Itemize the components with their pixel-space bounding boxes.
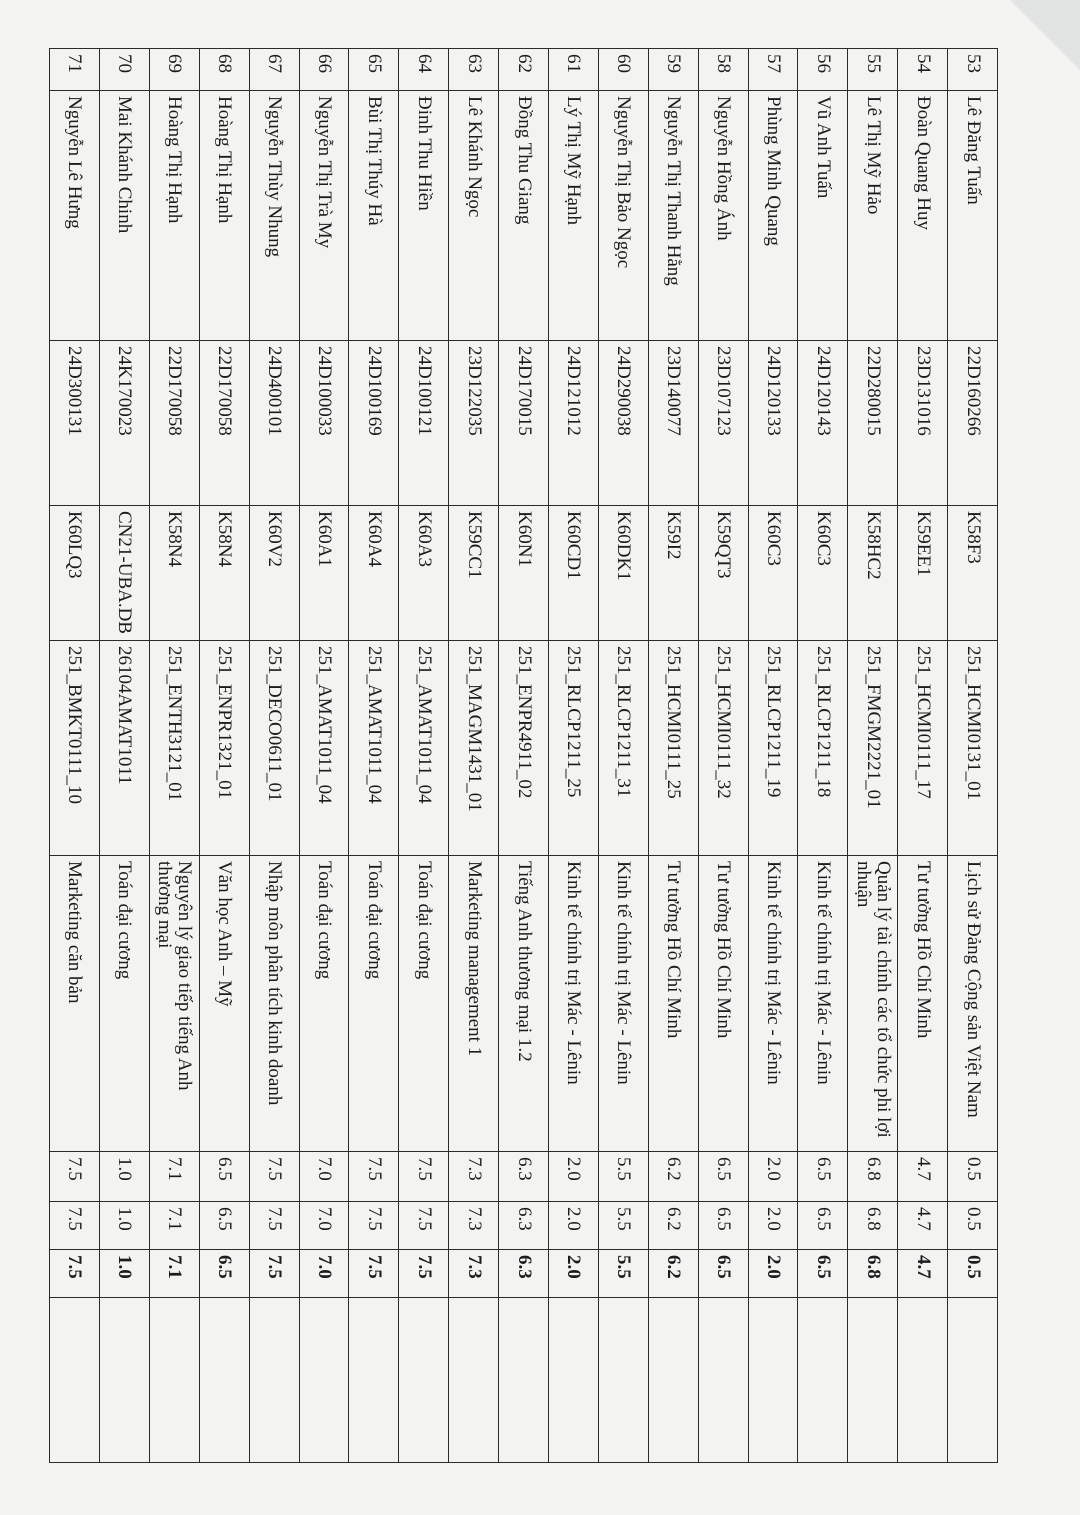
score-1: 7.0 (299, 1152, 349, 1202)
table-row (149, 49, 199, 1463)
course-code: 251_ENPR1321_01 (199, 641, 249, 856)
final-score: 0.5 (948, 1250, 998, 1298)
course-name: Marketing căn bản (50, 856, 100, 1152)
score-1: 6.2 (648, 1152, 698, 1202)
final-score: 2.0 (748, 1250, 798, 1298)
student-id: 24D300131 (50, 341, 100, 506)
row-number: 55 (848, 49, 898, 91)
course-name: Kinh tế chính trị Mác - Lênin (598, 856, 648, 1152)
class-code: K59I2 (648, 506, 698, 641)
course-name: Kinh tế chính trị Mác - Lênin (798, 856, 848, 1152)
score-2: 1.0 (99, 1202, 149, 1250)
class-code: K60C3 (748, 506, 798, 641)
course-code: 251_HCMI0111_25 (648, 641, 698, 856)
score-1: 7.5 (50, 1152, 100, 1202)
row-number: 64 (399, 49, 449, 91)
note-cell (648, 1298, 698, 1463)
score-2: 5.5 (598, 1202, 648, 1250)
note-cell (399, 1298, 449, 1463)
note-cell (299, 1298, 349, 1463)
table-row (748, 49, 798, 1463)
score-2: 6.3 (499, 1202, 549, 1250)
student-name: Mai Khánh Chinh (99, 91, 149, 341)
row-number: 56 (798, 49, 848, 91)
class-code: K60CD1 (548, 506, 598, 641)
score-2: 2.0 (748, 1202, 798, 1250)
grade-table-body (50, 49, 998, 1463)
table-row (499, 49, 549, 1463)
note-cell (798, 1298, 848, 1463)
note-cell (948, 1298, 998, 1463)
student-name: Nguyễn Thùy Nhung (249, 91, 299, 341)
student-id: 24D100121 (399, 341, 449, 506)
note-cell (149, 1298, 199, 1463)
student-id: 22D170058 (149, 341, 199, 506)
table-row (50, 49, 100, 1463)
course-name: Tư tưởng Hồ Chí Minh (648, 856, 698, 1152)
table-row (598, 49, 648, 1463)
course-code: 251_HCMI0111_17 (898, 641, 948, 856)
note-cell (449, 1298, 499, 1463)
score-2: 7.5 (399, 1202, 449, 1250)
student-id: 23D122035 (449, 341, 499, 506)
student-name: Bùi Thị Thúy Hà (349, 91, 399, 341)
student-id: 24D120143 (798, 341, 848, 506)
class-code: K60C3 (798, 506, 848, 641)
score-2: 7.5 (349, 1202, 399, 1250)
score-1: 4.7 (898, 1152, 948, 1202)
score-1: 6.5 (199, 1152, 249, 1202)
score-1: 2.0 (748, 1152, 798, 1202)
student-id: 22D280015 (848, 341, 898, 506)
final-score: 2.0 (548, 1250, 598, 1298)
score-1: 0.5 (948, 1152, 998, 1202)
course-name: Tiếng Anh thương mại 1.2 (499, 856, 549, 1152)
score-1: 6.3 (499, 1152, 549, 1202)
note-cell (249, 1298, 299, 1463)
row-number: 69 (149, 49, 199, 91)
table-row (449, 49, 499, 1463)
final-score: 7.5 (50, 1250, 100, 1298)
final-score: 4.7 (898, 1250, 948, 1298)
table-row (948, 49, 998, 1463)
student-id: 23D140077 (648, 341, 698, 506)
score-2: 2.0 (548, 1202, 598, 1250)
class-code: K58F3 (948, 506, 998, 641)
student-id: 24D100169 (349, 341, 399, 506)
course-name: Nhập môn phân tích kinh doanh (249, 856, 299, 1152)
course-code: 251_DECO0611_01 (249, 641, 299, 856)
table-row (898, 49, 948, 1463)
row-number: 71 (50, 49, 100, 91)
course-name: Toán đại cương (299, 856, 349, 1152)
student-id: 24D400101 (249, 341, 299, 506)
final-score: 6.3 (499, 1250, 549, 1298)
note-cell (499, 1298, 549, 1463)
row-number: 65 (349, 49, 399, 91)
score-1: 5.5 (598, 1152, 648, 1202)
student-name: Lê Khánh Ngọc (449, 91, 499, 341)
note-cell (199, 1298, 249, 1463)
course-name: Tư tưởng Hồ Chí Minh (898, 856, 948, 1152)
course-name: Toán đại cương (349, 856, 399, 1152)
course-code: 251_FMGM2221_01 (848, 641, 898, 856)
course-code: 251_RLCP1211_18 (798, 641, 848, 856)
row-number: 60 (598, 49, 648, 91)
table-row (798, 49, 848, 1463)
row-number: 58 (698, 49, 748, 91)
table-row (349, 49, 399, 1463)
student-name: Đoàn Quang Huy (898, 91, 948, 341)
score-2: 7.5 (50, 1202, 100, 1250)
course-name: Lịch sử Đảng Cộng sản Việt Nam (948, 856, 998, 1152)
course-name: Tư tưởng Hồ Chí Minh (698, 856, 748, 1152)
course-name: Kinh tế chính trị Mác - Lênin (548, 856, 598, 1152)
score-1: 2.0 (548, 1152, 598, 1202)
course-code: 251_HCMI0111_32 (698, 641, 748, 856)
class-code: K60LQ3 (50, 506, 100, 641)
class-code: K59QT3 (698, 506, 748, 641)
final-score: 7.3 (449, 1250, 499, 1298)
course-code: 251_ENPR4911_02 (499, 641, 549, 856)
score-1: 1.0 (99, 1152, 149, 1202)
class-code: K58N4 (149, 506, 199, 641)
student-id: 24D290038 (598, 341, 648, 506)
score-2: 4.7 (898, 1202, 948, 1250)
class-code: K58HC2 (848, 506, 898, 641)
final-score: 5.5 (598, 1250, 648, 1298)
table-row (99, 49, 149, 1463)
student-name: Vũ Anh Tuấn (798, 91, 848, 341)
table-row (848, 49, 898, 1463)
student-id: 23D107123 (698, 341, 748, 506)
class-code: K60A4 (349, 506, 399, 641)
note-cell (50, 1298, 100, 1463)
student-name: Nguyễn Thị Bảo Ngọc (598, 91, 648, 341)
score-2: 7.0 (299, 1202, 349, 1250)
course-code: 26104AMAT1011 (99, 641, 149, 856)
table-row (399, 49, 449, 1463)
score-1: 7.5 (399, 1152, 449, 1202)
student-id: 24D120133 (748, 341, 798, 506)
class-code: K60N1 (499, 506, 549, 641)
note-cell (698, 1298, 748, 1463)
score-2: 6.2 (648, 1202, 698, 1250)
table-row (698, 49, 748, 1463)
class-code: K60V2 (249, 506, 299, 641)
course-code: 251_HCMI0131_01 (948, 641, 998, 856)
score-1: 7.1 (149, 1152, 199, 1202)
class-code: K60DK1 (598, 506, 648, 641)
course-name: Nguyên lý giao tiếp tiếng Anh thương mại (149, 856, 199, 1152)
note-cell (748, 1298, 798, 1463)
final-score: 6.2 (648, 1250, 698, 1298)
course-code: 251_ENTH3121_01 (149, 641, 199, 856)
course-name: Kinh tế chính trị Mác - Lênin (748, 856, 798, 1152)
student-name: Nguyễn Thị Trà My (299, 91, 349, 341)
score-2: 6.5 (798, 1202, 848, 1250)
note-cell (898, 1298, 948, 1463)
student-id: 24D170015 (499, 341, 549, 506)
course-code: 251_AMAT1011_04 (399, 641, 449, 856)
class-code: K59CC1 (449, 506, 499, 641)
table-row (249, 49, 299, 1463)
course-name: Văn học Anh – Mỹ (199, 856, 249, 1152)
student-name: Nguyễn Lê Hưng (50, 91, 100, 341)
student-name: Lê Đăng Tuấn (948, 91, 998, 341)
course-code: 251_RLCP1211_19 (748, 641, 798, 856)
student-id: 22D170058 (199, 341, 249, 506)
score-1: 6.8 (848, 1152, 898, 1202)
score-2: 0.5 (948, 1202, 998, 1250)
final-score: 7.0 (299, 1250, 349, 1298)
note-cell (598, 1298, 648, 1463)
course-name: Toán đại cương (99, 856, 149, 1152)
score-2: 6.8 (848, 1202, 898, 1250)
student-name: Đinh Thu Hiền (399, 91, 449, 341)
row-number: 54 (898, 49, 948, 91)
final-score: 7.1 (149, 1250, 199, 1298)
student-id: 23D131016 (898, 341, 948, 506)
course-code: 251_AMAT1011_04 (349, 641, 399, 856)
folded-corner (1010, 0, 1080, 70)
class-code: K60A1 (299, 506, 349, 641)
score-2: 6.5 (199, 1202, 249, 1250)
class-code: K59EE1 (898, 506, 948, 641)
course-code: 251_BMKT0111_10 (50, 641, 100, 856)
row-number: 66 (299, 49, 349, 91)
row-number: 63 (449, 49, 499, 91)
row-number: 61 (548, 49, 598, 91)
table-row (648, 49, 698, 1463)
score-1: 6.5 (698, 1152, 748, 1202)
course-name: Quản lý tài chính các tổ chức phi lợi nhuận (848, 856, 898, 1152)
class-code: K58N4 (199, 506, 249, 641)
row-number: 62 (499, 49, 549, 91)
student-id: 24K170023 (99, 341, 149, 506)
final-score: 1.0 (99, 1250, 149, 1298)
table-row (299, 49, 349, 1463)
class-code: CN21-UBA.DB (99, 506, 149, 641)
final-score: 7.5 (249, 1250, 299, 1298)
row-number: 59 (648, 49, 698, 91)
table-row (548, 49, 598, 1463)
course-name: Marketing management 1 (449, 856, 499, 1152)
student-name: Lý Thị Mỹ Hạnh (548, 91, 598, 341)
score-1: 7.5 (349, 1152, 399, 1202)
note-cell (349, 1298, 399, 1463)
row-number: 70 (99, 49, 149, 91)
student-name: Nguyễn Thị Thanh Hằng (648, 91, 698, 341)
score-2: 6.5 (698, 1202, 748, 1250)
score-1: 6.5 (798, 1152, 848, 1202)
row-number: 67 (249, 49, 299, 91)
class-code: K60A3 (399, 506, 449, 641)
final-score: 6.8 (848, 1250, 898, 1298)
course-code: 251_RLCP1211_25 (548, 641, 598, 856)
final-score: 7.5 (349, 1250, 399, 1298)
student-name: Hoàng Thị Hạnh (199, 91, 249, 341)
course-name: Toán đại cương (399, 856, 449, 1152)
row-number: 68 (199, 49, 249, 91)
score-2: 7.1 (149, 1202, 199, 1250)
student-name: Hoàng Thị Hạnh (149, 91, 199, 341)
note-cell (848, 1298, 898, 1463)
final-score: 7.5 (399, 1250, 449, 1298)
table-row (199, 49, 249, 1463)
note-cell (99, 1298, 149, 1463)
grade-table (49, 48, 998, 1463)
student-name: Đồng Thu Giang (499, 91, 549, 341)
row-number: 57 (748, 49, 798, 91)
course-code: 251_MAGM1431_01 (449, 641, 499, 856)
score-1: 7.5 (249, 1152, 299, 1202)
note-cell (548, 1298, 598, 1463)
course-code: 251_AMAT1011_04 (299, 641, 349, 856)
student-name: Nguyễn Hồng Ánh (698, 91, 748, 341)
student-id: 24D100033 (299, 341, 349, 506)
final-score: 6.5 (698, 1250, 748, 1298)
student-id: 24D121012 (548, 341, 598, 506)
score-2: 7.3 (449, 1202, 499, 1250)
student-name: Phùng Minh Quang (748, 91, 798, 341)
student-name: Lê Thị Mỹ Hảo (848, 91, 898, 341)
final-score: 6.5 (798, 1250, 848, 1298)
score-1: 7.3 (449, 1152, 499, 1202)
score-2: 7.5 (249, 1202, 299, 1250)
row-number: 53 (948, 49, 998, 91)
rotated-table-container (50, 48, 998, 1462)
course-code: 251_RLCP1211_31 (598, 641, 648, 856)
student-id: 22D160266 (948, 341, 998, 506)
final-score: 6.5 (199, 1250, 249, 1298)
